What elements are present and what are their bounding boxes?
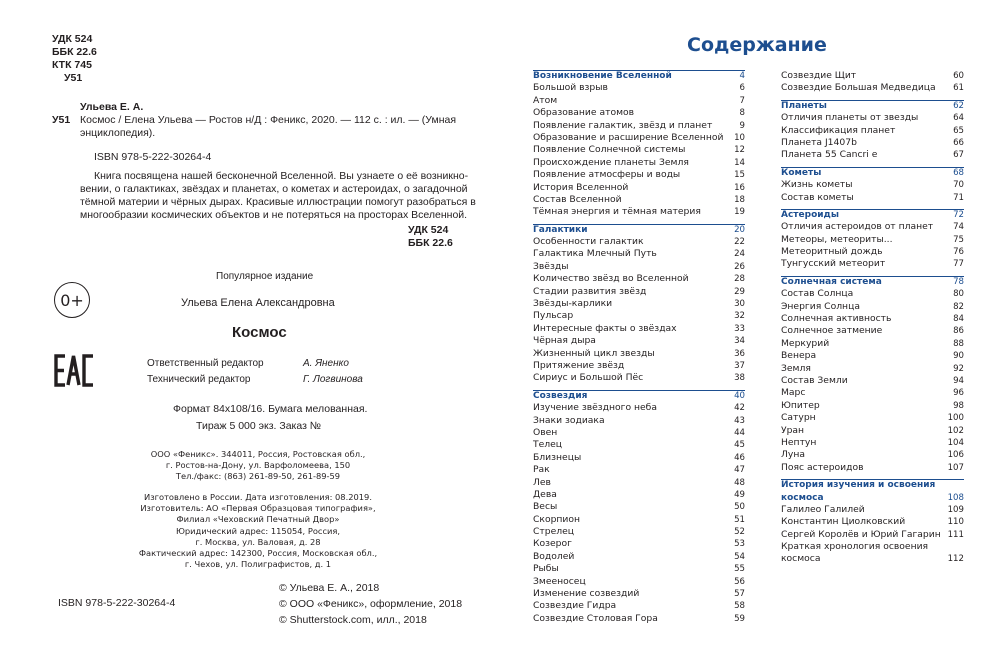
toc-entry-label: Астероиды xyxy=(781,209,839,220)
toc-entry-page: 12 xyxy=(734,145,745,156)
toc-entry[interactable] xyxy=(781,112,964,124)
toc-entry-page: 107 xyxy=(947,462,964,473)
toc-entry-label: Интересные факты о звёздах xyxy=(533,322,677,334)
toc-entry[interactable] xyxy=(781,192,964,204)
toc-entry[interactable] xyxy=(781,529,964,541)
toc-entry-page: 54 xyxy=(734,551,745,562)
toc-entry-label: Луна xyxy=(781,449,805,461)
toc-entry-page: 24 xyxy=(734,249,745,260)
toc-entry[interactable] xyxy=(781,149,964,161)
toc-entry-label: Солнечная система xyxy=(781,276,882,287)
toc-entry-page: 66 xyxy=(953,137,964,148)
toc-entry-page: 29 xyxy=(734,286,745,297)
toc-section-header[interactable] xyxy=(533,224,745,236)
classification-codes xyxy=(52,33,97,85)
toc-entry-page: 96 xyxy=(953,388,964,399)
toc-entry[interactable] xyxy=(533,107,745,119)
toc-entry[interactable] xyxy=(533,132,745,144)
toc-entry-page: 30 xyxy=(734,299,745,310)
toc-entry-page: 44 xyxy=(734,427,745,438)
toc-entry-page: 62 xyxy=(953,100,964,111)
toc-entry-label: Стрелец xyxy=(533,526,575,538)
toc-entry[interactable] xyxy=(533,439,745,451)
toc-entry[interactable] xyxy=(781,387,964,399)
toc-entry-label: Рак xyxy=(533,464,550,476)
toc-entry-label: Водолей xyxy=(533,550,575,562)
toc-entry-label: Константин Циолковский xyxy=(781,516,906,528)
toc-entry-label: Тунгусский метеорит xyxy=(781,258,886,270)
toc-entry-label: Образование атомов xyxy=(533,107,635,119)
toc-entry-page: 28 xyxy=(734,274,745,285)
toc-entry-label: Пульсар xyxy=(533,310,574,322)
toc-entry[interactable] xyxy=(781,125,964,137)
toc-entry-label: Сириус и Большой Пёс xyxy=(533,372,644,384)
toc-entry-page: 26 xyxy=(734,261,745,272)
toc-entry-page: 15 xyxy=(734,170,745,181)
toc-entry-label: Меркурий xyxy=(781,337,830,349)
toc-entry[interactable] xyxy=(781,301,964,313)
toc-entry[interactable] xyxy=(533,489,745,501)
toc-entry[interactable] xyxy=(533,477,745,489)
toc-entry-label: Звёзды-карлики xyxy=(533,298,613,310)
toc-entry-page: 72 xyxy=(953,209,964,220)
edition-type: Популярное издание xyxy=(216,271,314,282)
toc-entry-label: История изучения и освоения xyxy=(781,480,936,491)
toc-entry[interactable] xyxy=(533,576,745,588)
toc-entry-label: Знаки зодиака xyxy=(533,414,605,426)
format-line: Формат 84x108/16. Бумага мелованная. xyxy=(173,403,368,415)
toc-title: Содержание xyxy=(687,34,827,56)
editor-name: А. Яненко xyxy=(303,358,349,369)
bibliography-entry: Космос / Елена Ульева — Ростов н/Д : Феникс, 2020. — 112 с. : ил. — (Умная энциклопедия). xyxy=(80,114,457,139)
toc-entry[interactable] xyxy=(533,526,745,538)
toc-entry-page: 18 xyxy=(734,194,745,205)
toc-entry-label: Скорпион xyxy=(533,513,581,525)
isbn-bottom: ISBN 978-5-222-30264-4 xyxy=(58,597,176,609)
toc-entry-page: 55 xyxy=(734,564,745,575)
toc-entry-page: 75 xyxy=(953,234,964,245)
toc-entry-page: 67 xyxy=(953,150,964,161)
toc-entry-label: Происхождение планеты Земля xyxy=(533,156,689,168)
toc-entry-label: Галилео Галилей xyxy=(781,503,865,515)
toc-entry-page: 33 xyxy=(734,323,745,334)
toc-entry[interactable] xyxy=(533,298,745,310)
toc-entry[interactable] xyxy=(533,206,745,218)
toc-entry[interactable] xyxy=(781,516,964,528)
toc-entry[interactable] xyxy=(781,412,964,424)
toc-entry-page: 37 xyxy=(734,360,745,371)
toc-entry-label: Количество звёзд во Вселенной xyxy=(533,273,689,285)
toc-entry-label: Овен xyxy=(533,426,558,438)
toc-entry-page: 42 xyxy=(734,403,745,414)
toc-entry-label: Созвездие Гидра xyxy=(533,600,617,612)
toc-entry-label: Большой взрыв xyxy=(533,82,608,94)
toc-entry-label: Состав Земли xyxy=(781,374,848,386)
toc-entry-label: Образование и расширение Вселенной xyxy=(533,131,724,143)
toc-entry-page: 102 xyxy=(947,425,964,436)
toc-entry[interactable] xyxy=(781,221,964,233)
toc-entry[interactable] xyxy=(781,400,964,412)
toc-entry-label: Созвездие Щит xyxy=(781,70,857,81)
toc-entry-page: 78 xyxy=(953,276,964,287)
toc-entry[interactable] xyxy=(533,286,745,298)
toc-entry[interactable] xyxy=(781,258,964,270)
toc-entry-page: 58 xyxy=(734,601,745,612)
isbn-top: ISBN 978-5-222-30264-4 xyxy=(94,151,212,163)
eac-logo xyxy=(53,354,95,392)
toc-entry[interactable] xyxy=(533,348,745,360)
toc-section-header[interactable] xyxy=(781,100,964,112)
toc-entry[interactable] xyxy=(533,551,745,563)
udc-code: УДК 524 xyxy=(52,33,93,45)
toc-entry[interactable] xyxy=(533,415,745,427)
toc-entry[interactable] xyxy=(781,325,964,337)
toc-entry-page: 43 xyxy=(734,415,745,426)
toc-entry-label: Планеты xyxy=(781,100,827,111)
toc-entry[interactable] xyxy=(533,402,745,414)
toc-entry-label: Состав Вселенной xyxy=(533,193,622,205)
toc-entry-page: 84 xyxy=(953,314,964,325)
full-author-name: Ульева Елена Александровна xyxy=(181,297,335,309)
toc-entry-page: 76 xyxy=(953,247,964,258)
toc-entry[interactable] xyxy=(533,169,745,181)
toc-entry[interactable] xyxy=(781,541,964,553)
toc-entry-page: 80 xyxy=(953,289,964,300)
toc-entry-page: 108 xyxy=(947,492,964,503)
toc-entry[interactable] xyxy=(781,462,964,474)
toc-entry-page: 70 xyxy=(953,180,964,191)
toc-entry-page: 65 xyxy=(953,125,964,136)
toc-entry-label: Кометы xyxy=(781,167,822,178)
toc-entry[interactable] xyxy=(533,538,745,550)
toc-entry-page: 64 xyxy=(953,113,964,124)
toc-entry[interactable] xyxy=(781,288,964,300)
toc-entry-page: 7 xyxy=(739,95,745,106)
toc-entry-label: Земля xyxy=(781,362,811,374)
toc-entry-label: Планета 55 Cancri e xyxy=(781,149,878,161)
toc-entry-page: 90 xyxy=(953,351,964,362)
toc-entry[interactable] xyxy=(533,261,745,273)
toc-entry-label: Нептун xyxy=(781,436,817,448)
toc-entry-page: 77 xyxy=(953,259,964,270)
toc-entry-label: Весы xyxy=(533,501,558,513)
toc-entry-label: космоса xyxy=(781,553,821,565)
toc-entry[interactable] xyxy=(533,427,745,439)
toc-entry[interactable] xyxy=(533,452,745,464)
toc-entry-page: 6 xyxy=(739,83,745,94)
toc-entry-page: 71 xyxy=(953,192,964,203)
toc-entry-page: 86 xyxy=(953,326,964,337)
toc-entry[interactable] xyxy=(781,246,964,258)
toc-entry-page: 88 xyxy=(953,338,964,349)
toc-entry-label: Близнецы xyxy=(533,451,582,463)
toc-entry-page: 14 xyxy=(734,157,745,168)
toc-section-header[interactable] xyxy=(533,390,745,402)
toc-entry-page: 57 xyxy=(734,589,745,600)
age-rating-circle: 0+ xyxy=(54,282,90,318)
toc-entry-label: Метеоритный дождь xyxy=(781,246,883,258)
toc-entry[interactable] xyxy=(533,157,745,169)
toc-entry-label: Сергей Королёв и Юрий Гагарин xyxy=(781,528,941,540)
toc-entry-page: 92 xyxy=(953,363,964,374)
bbk-code: ББК 22.6 xyxy=(52,46,97,58)
toc-entry-label: Возникновение Вселенной xyxy=(533,71,672,81)
toc-entry[interactable] xyxy=(781,553,964,565)
toc-entry[interactable] xyxy=(533,588,745,600)
toc-column-1 xyxy=(533,70,745,625)
classification-codes-right: УДК 524 ББК 22.6 xyxy=(408,224,453,249)
eac-mark-icon xyxy=(53,354,95,387)
toc-entry-label: Отличия астероидов от планет xyxy=(781,221,934,233)
toc-entry[interactable] xyxy=(533,236,745,248)
toc-entry-page: 98 xyxy=(953,400,964,411)
toc-entry-label: Тёмная энергия и тёмная материя xyxy=(533,206,701,218)
toc-entry-label: Состав Солнца xyxy=(781,288,854,300)
toc-entry-label: Змееносец xyxy=(533,575,586,587)
toc-entry-label: Солнечное затмение xyxy=(781,325,883,337)
toc-entry-label: Созвездие Большая Медведица xyxy=(781,82,936,94)
toc-section-header[interactable] xyxy=(781,492,964,504)
toc-entry-label: Марс xyxy=(781,387,806,399)
toc-section-header[interactable] xyxy=(781,209,964,221)
publisher-info: ООО «Феникс». 344011, Россия, Ростовская обл., г. Ростов-на-Дону, ул. Варфоломеева, 150 Тел./факс: (863) 261-89-50, 261-89-59 xyxy=(150,449,366,482)
toc-entry-page: 104 xyxy=(947,437,964,448)
toc-entry-page: 50 xyxy=(734,502,745,513)
book-title: Космос xyxy=(232,324,287,341)
toc-entry-label: Дева xyxy=(533,488,557,500)
toc-entry-page: 112 xyxy=(947,554,964,565)
toc-entry-page: 19 xyxy=(734,207,745,218)
toc-entry[interactable] xyxy=(781,70,964,82)
author-mark: У51 xyxy=(64,72,83,84)
toc-entry-label: Рыбы xyxy=(533,563,559,575)
printing-info: Изготовлено в России. Дата изготовления: 08.2019. Изготовитель: АО «Первая Образцовая типография», Филиал «Чеховский Печатный Двор» Юридический адрес: 115054, Россия, г. Москва, ул. Валовая, д. 28 Фактический адрес: 142300, Россия, Московская обл., г. Чехов, ул. Полиграфистов, д. 1 xyxy=(138,492,378,570)
toc-entry-page: 82 xyxy=(953,301,964,312)
toc-entry-page: 106 xyxy=(947,450,964,461)
toc-entry-label: История Вселенной xyxy=(533,181,629,193)
toc-entry-page: 38 xyxy=(734,373,745,384)
toc-entry-page: 61 xyxy=(953,83,964,94)
toc-entry-label: Атом xyxy=(533,94,558,106)
toc-entry-label: Сатурн xyxy=(781,412,816,424)
toc-entry-label: Краткая хронология освоения xyxy=(781,541,929,553)
toc-entry-page: 109 xyxy=(947,504,964,515)
toc-entry-label: Появление атмосферы и воды xyxy=(533,169,681,181)
toc-entry-label: Телец xyxy=(533,439,563,451)
toc-entry-page: 49 xyxy=(734,489,745,500)
toc-entry-label: Жизнь кометы xyxy=(781,179,853,191)
toc-entry-label: Галактика Млечный Путь xyxy=(533,248,657,260)
toc-section-header[interactable] xyxy=(781,479,964,491)
toc-entry-page: 10 xyxy=(734,132,745,143)
toc-entry-page: 40 xyxy=(734,390,745,401)
toc-entry[interactable] xyxy=(781,375,964,387)
toc-entry[interactable] xyxy=(533,194,745,206)
toc-entry[interactable] xyxy=(781,338,964,350)
toc-entry[interactable] xyxy=(533,144,745,156)
tech-editor-name: Г. Логвинова xyxy=(303,374,363,385)
toc-entry-label: Уран xyxy=(781,424,805,436)
toc-entry-label: Изучение звёздного неба xyxy=(533,402,657,414)
toc-entry-page: 52 xyxy=(734,527,745,538)
toc-entry-label: Галактики xyxy=(533,224,588,235)
toc-entry-label: Чёрная дыра xyxy=(533,335,596,347)
toc-entry-page: 60 xyxy=(953,71,964,81)
toc-entry-label: Звёзды xyxy=(533,260,569,272)
toc-entry-page: 51 xyxy=(734,514,745,525)
toc-entry-label: Притяжение звёзд xyxy=(533,359,625,371)
toc-entry[interactable] xyxy=(533,464,745,476)
toc-column-2 xyxy=(781,70,964,566)
toc-entry-label: Созвездие Столовая Гора xyxy=(533,612,658,624)
toc-entry-label: Созвездия xyxy=(533,390,588,401)
toc-entry-label: Изменение созвездий xyxy=(533,588,640,600)
toc-entry-page: 110 xyxy=(947,517,964,528)
toc-entry-label: Стадии развития звёзд xyxy=(533,285,647,297)
toc-entry-label: Планета J1407b xyxy=(781,136,857,148)
toc-entry-page: 48 xyxy=(734,477,745,488)
toc-entry[interactable] xyxy=(781,449,964,461)
author-line: Ульева Е. А. xyxy=(80,101,144,113)
toc-entry-label: Пояс астероидов xyxy=(781,461,864,473)
toc-entry[interactable] xyxy=(781,137,964,149)
toc-entry-page: 45 xyxy=(734,440,745,451)
toc-entry-page: 4 xyxy=(739,71,745,81)
toc-entry[interactable] xyxy=(533,514,745,526)
editor-label: Ответственный редактор xyxy=(147,358,264,369)
toc-entry[interactable] xyxy=(533,310,745,322)
toc-entry[interactable] xyxy=(781,425,964,437)
toc-section-header[interactable] xyxy=(533,70,745,82)
toc-entry-page: 111 xyxy=(947,529,964,540)
toc-entry-page: 9 xyxy=(739,120,745,131)
toc-section-header[interactable] xyxy=(781,276,964,288)
toc-entry-page: 68 xyxy=(953,167,964,178)
toc-entry[interactable] xyxy=(533,323,745,335)
ktk-code: КТК 745 xyxy=(52,59,92,71)
toc-entry-label: Энергия Солнца xyxy=(781,300,860,312)
toc-entry[interactable] xyxy=(533,600,745,612)
toc-section-header[interactable] xyxy=(781,167,964,179)
tech-editor-label: Технический редактор xyxy=(147,374,251,385)
eac-mark-text xyxy=(95,354,96,355)
toc-entry[interactable] xyxy=(533,501,745,513)
toc-entry[interactable] xyxy=(533,613,745,625)
toc-entry-label: Отличия планеты от звезды xyxy=(781,112,919,124)
toc-entry-page: 36 xyxy=(734,348,745,359)
toc-entry-label: Лев xyxy=(533,476,551,488)
toc-entry[interactable] xyxy=(781,234,964,246)
toc-entry-label: Юпитер xyxy=(781,399,820,411)
toc-entry-page: 32 xyxy=(734,311,745,322)
toc-entry-page: 94 xyxy=(953,375,964,386)
toc-entry[interactable] xyxy=(781,363,964,375)
toc-entry[interactable] xyxy=(781,437,964,449)
toc-entry[interactable] xyxy=(533,360,745,372)
book-description: Книга посвящена нашей бесконечной Вселенной. Вы узнаете о её возникно- вении, о галактиках, звёздах и планетах, о кометах и астероидах, о загадочной тёмной материи и чёрных дырах. Красивые иллюстрации помогут разобраться в многообразии космических объектов и не потеряться на просторах Вселенной. xyxy=(80,170,476,221)
toc-entry-page: 47 xyxy=(734,465,745,476)
toc-entry[interactable] xyxy=(533,273,745,285)
toc-entry-page: 74 xyxy=(953,222,964,233)
toc-entry[interactable] xyxy=(533,335,745,347)
toc-entry-page: 56 xyxy=(734,576,745,587)
toc-entry-page: 59 xyxy=(734,613,745,624)
toc-entry[interactable] xyxy=(533,372,745,384)
toc-entry-label: Козерог xyxy=(533,538,572,550)
toc-entry[interactable] xyxy=(533,120,745,132)
toc-entry[interactable] xyxy=(533,182,745,194)
copyright-block: © Ульева Е. А., 2018 © ООО «Феникс», оформление, 2018 © Shutterstock.com, илл., 2018 xyxy=(279,582,463,626)
toc-entry[interactable] xyxy=(533,95,745,107)
toc-entry-label: Появление Солнечной системы xyxy=(533,144,686,156)
toc-entry[interactable] xyxy=(533,82,745,94)
toc-entry-label: Классификация планет xyxy=(781,124,896,136)
toc-entry-page: 8 xyxy=(739,108,745,119)
toc-entry-page: 16 xyxy=(734,182,745,193)
toc-entry[interactable] xyxy=(533,563,745,575)
toc-entry-label: Особенности галактик xyxy=(533,236,644,248)
toc-entry-page: 46 xyxy=(734,452,745,463)
toc-entry[interactable] xyxy=(781,82,964,94)
toc-entry-page: 20 xyxy=(734,224,745,235)
toc-entry-page: 22 xyxy=(734,237,745,248)
toc-entry-page: 100 xyxy=(947,413,964,424)
toc-entry-label: космоса xyxy=(781,492,824,503)
toc-entry-label: Венера xyxy=(781,350,817,362)
toc-entry-label: Появление галактик, звёзд и планет xyxy=(533,119,713,131)
toc-entry-page: 34 xyxy=(734,336,745,347)
toc-entry-page: 53 xyxy=(734,539,745,550)
toc-entry[interactable] xyxy=(781,504,964,516)
toc-entry-label: Состав кометы xyxy=(781,191,854,203)
toc-entry-label: Метеоры, метеориты... xyxy=(781,233,893,245)
toc-entry-label: Солнечная активность xyxy=(781,313,892,325)
toc-entry[interactable] xyxy=(781,313,964,325)
print-run: Тираж 5 000 экз. Заказ № xyxy=(196,420,322,432)
toc-entry[interactable] xyxy=(533,248,745,260)
toc-entry[interactable] xyxy=(781,350,964,362)
toc-entry-label: Жизненный цикл звезды xyxy=(533,347,655,359)
call-number: У51 xyxy=(52,114,71,126)
toc-entry[interactable] xyxy=(781,179,964,191)
